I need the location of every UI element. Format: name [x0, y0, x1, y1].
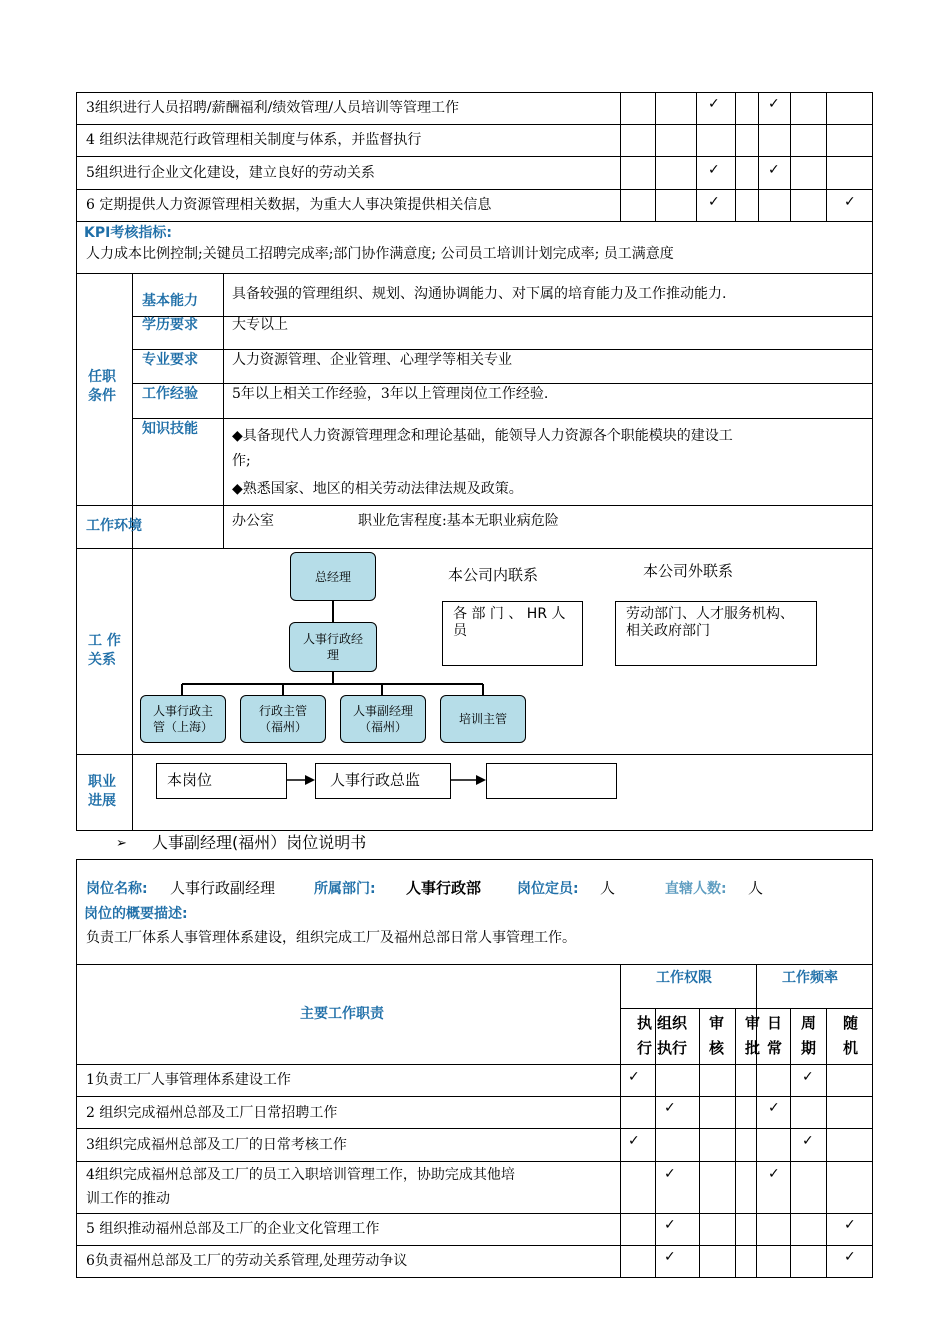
external-contact-line2: 相关政府部门 [626, 623, 710, 639]
duty2-check-icon: ✓ [768, 1100, 780, 1116]
authority-col-header: 审 [745, 1014, 761, 1032]
section-title: 人事副经理(福州）岗位说明书 [152, 833, 367, 852]
authority-col-header: 执 [637, 1014, 653, 1032]
org-node-general-manager [290, 552, 376, 601]
authority-col-header: 期 [801, 1039, 817, 1057]
authority-col-header: 常 [767, 1039, 783, 1057]
qual-label-education: 学历要求 [142, 317, 198, 333]
top-duty-check-icon: ✓ [768, 96, 780, 112]
authority-col-header: 审 [709, 1014, 725, 1032]
environment-hazard: 职业危害程度:基本无职业病危险 [358, 513, 559, 529]
career-current: 本岗位 [167, 771, 213, 789]
top-duty-check-icon: ✓ [708, 96, 720, 112]
frequency-title: 工作频率 [782, 970, 838, 986]
duty2-check-icon: ✓ [628, 1069, 640, 1085]
internal-contact-line1: 各 部 门 、 HR 人 [453, 606, 566, 622]
subordinates-value: 人 [748, 879, 764, 897]
top-duty-check-icon: ✓ [844, 194, 856, 210]
duty2-check-icon: ✓ [844, 1217, 856, 1233]
duty-row-3: 3组织进行人员招聘/薪酬福利/绩效管理/人员培训等管理工作 [86, 100, 460, 116]
duty2-row-4-line1: 4组织完成福州总部及工厂的员工入职培训管理工作，协助完成其他培 [86, 1167, 515, 1183]
duty-row-5: 5组织进行企业文化建设，建立良好的劳动关系 [86, 165, 375, 181]
quota-label: 岗位定员: [517, 881, 579, 897]
org-node-hr-deputy-manager-fuzhou [340, 695, 426, 743]
post-name-value: 人事行政副经理 [170, 879, 276, 897]
org-node-gm-label: 总经理 [314, 569, 351, 584]
qual-value-experience: 5年以上相关工作经验，3年以上管理岗位工作经验. [232, 386, 549, 402]
qual-label-experience: 工作经验 [142, 386, 198, 402]
qual-label-skills: 知识技能 [142, 421, 198, 437]
duty2-check-icon: ✓ [628, 1133, 640, 1149]
authority-col-header: 组织 [657, 1014, 688, 1032]
top-duty-check-icon: ✓ [768, 162, 780, 178]
org-sub-1-line2: （福州） [258, 720, 307, 734]
post-name-label: 岗位名称: [86, 881, 148, 897]
qual-value-skills-line3: ◆熟悉国家、地区的相关劳动法律法规及政策。 [232, 481, 523, 497]
authority-col-header: 行 [637, 1039, 653, 1057]
duty2-check-icon: ✓ [664, 1166, 676, 1182]
dept-label: 所属部门: [314, 881, 376, 897]
duty2-row-4-line2: 训工作的推动 [86, 1191, 170, 1207]
org-sub-1-line1: 行政主管 [258, 704, 307, 718]
career-next-box [315, 763, 451, 799]
dept-value: 人事行政部 [406, 879, 482, 897]
org-sub-3-line1: 培训主管 [458, 712, 507, 726]
qual-value-skills-line2: 作; [232, 453, 251, 469]
kpi-title: KPI考核指标: [84, 225, 172, 241]
org-node-admin-supervisor-fuzhou [240, 695, 326, 743]
org-sub-2-line1: 人事副经理 [352, 704, 413, 718]
authority-col-header: 日 [767, 1014, 783, 1032]
authority-col-header: 核 [709, 1039, 725, 1057]
duty2-check-icon: ✓ [768, 1166, 780, 1182]
authority-col-header: 批 [745, 1039, 761, 1057]
environment-place: 办公室 [232, 513, 274, 529]
relations-label-line1: 工 作 [88, 633, 121, 649]
external-contact-title: 本公司外联系 [643, 562, 734, 580]
subordinates-label: 直辖人数: [665, 881, 727, 897]
summary-title: 岗位的概要描述: [84, 906, 188, 922]
duty2-check-icon: ✓ [664, 1100, 676, 1116]
duty2-check-icon: ✓ [664, 1217, 676, 1233]
duty2-check-icon: ✓ [802, 1069, 814, 1085]
org-sub-0-line2: 管（上海） [152, 720, 213, 734]
duty2-row-1: 1负责工厂人事管理体系建设工作 [86, 1072, 291, 1088]
relations-label-line2: 关系 [88, 652, 116, 668]
top-duty-check-icon: ✓ [708, 162, 720, 178]
qual-value-skills-line1: ◆具备现代人力资源管理理念和理论基础，能领导人力资源各个职能模块的建设工 [232, 428, 733, 444]
duty2-row-5: 5 组织推动福州总部及工厂的企业文化管理工作 [86, 1221, 380, 1237]
authority-col-header: 执行 [657, 1039, 688, 1057]
career-after-box [486, 763, 617, 799]
org-node-manager-line1: 人事行政经 [302, 632, 363, 646]
qual-value-education: 大专以上 [232, 317, 288, 333]
career-current-box [156, 763, 287, 799]
authority-col-header: 机 [843, 1039, 859, 1057]
qualification-label-line2: 条件 [88, 388, 116, 404]
qual-label-major: 专业要求 [142, 352, 198, 368]
internal-contact-title: 本公司内联系 [448, 566, 539, 584]
duty-row-4: 4 组织法律规范行政管理相关制度与体系，并监督执行 [86, 132, 422, 148]
duty-row-6: 6 定期提供人力资源管理相关数据，为重大人事决策提供相关信息 [86, 197, 492, 213]
duty2-row-3: 3组织完成福州总部及工厂的日常考核工作 [86, 1137, 347, 1153]
duty2-row-2: 2 组织完成福州总部及工厂日常招聘工作 [86, 1105, 338, 1121]
qual-label-ability: 基本能力 [142, 293, 198, 309]
top-duty-check-icon: ✓ [708, 194, 720, 210]
org-sub-2-line2: （福州） [358, 720, 407, 734]
career-label-line2: 进展 [88, 793, 116, 809]
authority-col-header: 随 [843, 1014, 859, 1032]
authority-title: 工作权限 [656, 970, 712, 986]
qual-value-major: 人力资源管理、企业管理、心理学等相关专业 [232, 352, 512, 368]
org-node-hr-admin-manager [289, 622, 377, 672]
org-sub-0-line1: 人事行政主 [152, 704, 213, 718]
career-next: 人事行政总监 [330, 771, 421, 789]
org-node-hr-admin-supervisor-shanghai [140, 695, 226, 743]
internal-contact-box [442, 601, 583, 666]
qual-value-ability: 具备较强的管理组织、规划、沟通协调能力、对下属的培育能力及工作推动能力. [232, 286, 727, 302]
quota-value: 人 [600, 879, 616, 897]
org-node-manager-line2: 理 [326, 648, 339, 662]
internal-contact-line2: 员 [453, 623, 467, 639]
qualification-label-line1: 任职 [88, 369, 116, 385]
duty2-check-icon: ✓ [802, 1133, 814, 1149]
career-label-line1: 职业 [88, 774, 116, 790]
duties-title: 主要工作职责 [300, 1006, 384, 1022]
duty2-check-icon: ✓ [844, 1249, 856, 1265]
duty2-row-6: 6负责福州总部及工厂的劳动关系管理,处理劳动争议 [86, 1253, 408, 1269]
authority-col-header: 周 [801, 1014, 817, 1032]
external-contact-line1: 劳动部门、人才服务机构、 [626, 606, 794, 622]
section-bullet: ➢ [116, 836, 127, 851]
environment-label: 工作环境 [86, 518, 142, 534]
org-node-training-supervisor [440, 695, 526, 743]
duty2-check-icon: ✓ [664, 1249, 676, 1265]
kpi-text: 人力成本比例控制;关键员工招聘完成率;部门协作满意度; 公司员工培训计划完成率; 员工满意度 [86, 246, 674, 262]
external-contact-box [615, 601, 817, 666]
summary-text: 负责工厂体系人事管理体系建设，组织完成工厂及福州总部日常人事管理工作。 [86, 930, 576, 946]
